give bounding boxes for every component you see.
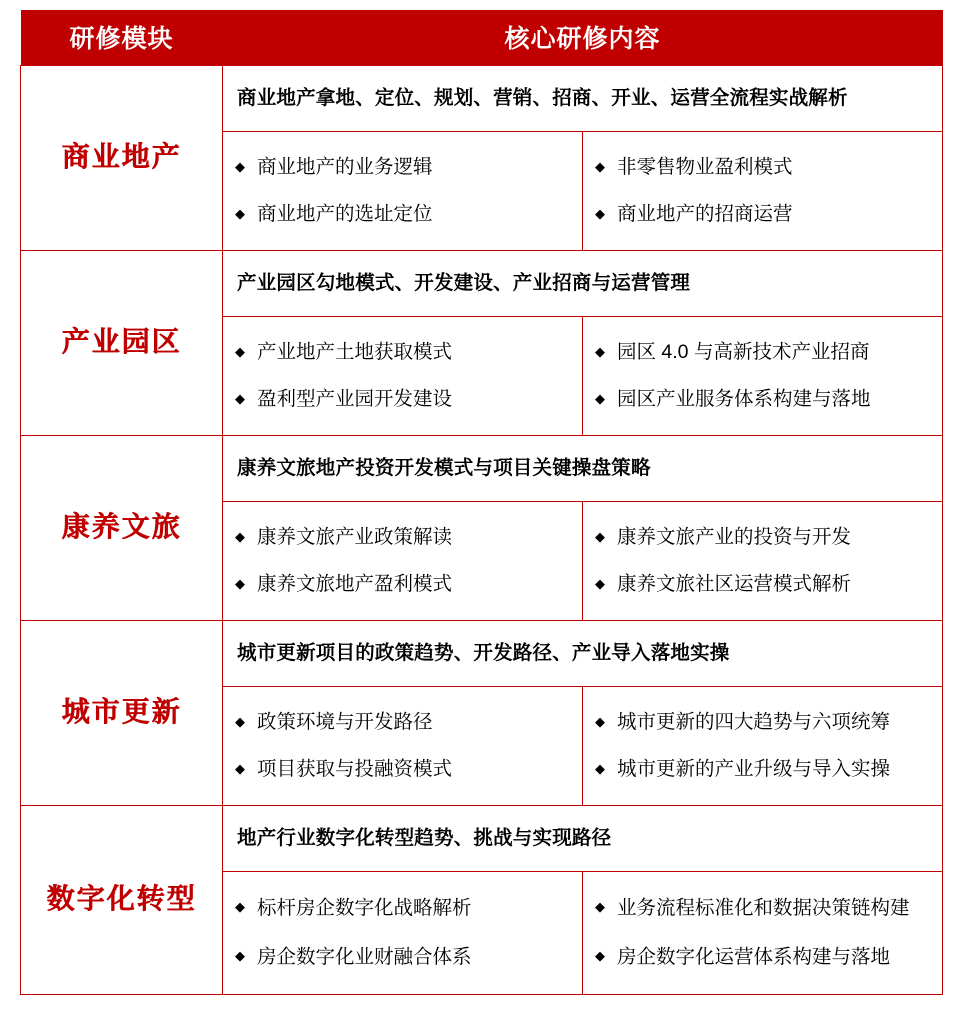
diamond-bullet-icon: ◆: [235, 158, 245, 174]
bullet-list-left: [223, 132, 582, 250]
topic-title-row: [223, 251, 942, 317]
bullet-item: [223, 514, 576, 561]
bullet-label: 项目获取与投融资模式: [257, 757, 453, 780]
bullet-list-left: [223, 317, 582, 435]
bullet-item: [583, 561, 936, 608]
bullet-list-right-cell: [583, 871, 943, 993]
diamond-bullet-icon: ◆: [595, 343, 605, 359]
topic-title: 康养文旅地产投资开发模式与项目关键操盘策略: [223, 436, 942, 502]
table-header: [21, 10, 943, 65]
bullet-item: [583, 699, 936, 746]
table-body: [21, 65, 943, 994]
bullet-list-left: [223, 502, 582, 620]
bullet-list-right-cell: [583, 501, 943, 620]
topic-title: 商业地产拿地、定位、规划、营销、招商、开业、运营全流程实战解析: [223, 66, 942, 132]
module-name-cell: 数字化转型: [21, 805, 223, 994]
bullet-list-left-cell: [223, 131, 583, 250]
table-row: [21, 620, 943, 805]
bullet-list-right-cell: [583, 316, 943, 435]
content-inner-table: [223, 806, 942, 994]
bullets-row: [223, 501, 942, 620]
bullet-item: [223, 746, 576, 793]
diamond-bullet-icon: ◆: [595, 760, 605, 776]
bullet-label: 业务流程标准化和数据决策链构建: [617, 896, 910, 919]
bullet-list-left-cell: [223, 686, 583, 805]
diamond-bullet-icon: ◆: [235, 205, 245, 221]
bullets-row: [223, 316, 942, 435]
bullet-label: 园区 4.0 与高新技术产业招商: [617, 340, 870, 363]
bullet-item: [223, 561, 576, 608]
bullets-row: [223, 686, 942, 805]
content-cell: [223, 65, 943, 250]
bullet-label: 盈利型产业园开发建设: [257, 387, 453, 410]
bullet-list-left: [223, 872, 582, 994]
diamond-bullet-icon: ◆: [235, 898, 245, 914]
diamond-bullet-icon: ◆: [235, 343, 245, 359]
diamond-bullet-icon: ◆: [595, 947, 605, 963]
table-row: [21, 805, 943, 994]
bullet-item: [223, 191, 576, 238]
bullet-item: [583, 933, 936, 982]
topic-title-row: [223, 806, 942, 872]
bullet-label: 标杆房企数字化战略解析: [257, 896, 472, 919]
topic-title: 产业园区勾地模式、开发建设、产业招商与运营管理: [223, 251, 942, 317]
diamond-bullet-icon: ◆: [595, 528, 605, 544]
diamond-bullet-icon: ◆: [235, 390, 245, 406]
bullet-item: [583, 884, 936, 933]
bullet-list-right-cell: [583, 131, 943, 250]
content-cell: [223, 620, 943, 805]
bullet-item: [583, 191, 936, 238]
header-row: [21, 10, 943, 65]
bullet-item: [583, 746, 936, 793]
bullet-label: 商业地产的业务逻辑: [257, 155, 433, 178]
diamond-bullet-icon: ◆: [595, 898, 605, 914]
content-inner-table: [223, 66, 942, 250]
bullet-list-right-cell: [583, 686, 943, 805]
bullet-item: [223, 699, 576, 746]
module-name-cell: 城市更新: [21, 620, 223, 805]
bullet-list-right: [583, 687, 942, 805]
bullet-list-right: [583, 872, 942, 994]
content-inner-table: [223, 436, 942, 620]
bullets-row: [223, 871, 942, 993]
diamond-bullet-icon: ◆: [595, 713, 605, 729]
bullet-label: 康养文旅产业的投资与开发: [617, 525, 852, 548]
topic-title-row: [223, 436, 942, 502]
bullet-label: 康养文旅产业政策解读: [257, 525, 453, 548]
bullet-item: [223, 933, 576, 982]
content-cell: [223, 250, 943, 435]
module-name-cell: 商业地产: [21, 65, 223, 250]
topic-title: 城市更新项目的政策趋势、开发路径、产业导入落地实操: [223, 621, 942, 687]
table-row: [21, 250, 943, 435]
bullet-label: 政策环境与开发路径: [257, 710, 433, 733]
bullet-label: 商业地产的招商运营: [617, 202, 793, 225]
bullet-label: 产业地产土地获取模式: [257, 340, 453, 363]
diamond-bullet-icon: ◆: [235, 947, 245, 963]
bullet-item: [583, 144, 936, 191]
module-name-cell: 康养文旅: [21, 435, 223, 620]
bullet-item: [223, 376, 576, 423]
bullet-label: 房企数字化运营体系构建与落地: [617, 945, 891, 968]
diamond-bullet-icon: ◆: [235, 528, 245, 544]
module-name-cell: 产业园区: [21, 250, 223, 435]
bullet-label: 康养文旅地产盈利模式: [257, 572, 453, 595]
bullet-label: 城市更新的产业升级与导入实操: [617, 757, 891, 780]
content-inner-table: [223, 251, 942, 435]
bullet-item: [583, 514, 936, 561]
bullet-label: 园区产业服务体系构建与落地: [617, 387, 871, 410]
bullet-label: 康养文旅社区运营模式解析: [617, 572, 852, 595]
bullet-label: 城市更新的四大趋势与六项统筹: [617, 710, 891, 733]
table-row: [21, 435, 943, 620]
curriculum-table: [20, 10, 943, 995]
diamond-bullet-icon: ◆: [595, 390, 605, 406]
diamond-bullet-icon: ◆: [235, 713, 245, 729]
bullet-list-left-cell: [223, 871, 583, 993]
bullet-label: 商业地产的选址定位: [257, 202, 433, 225]
topic-title: 地产行业数字化转型趋势、挑战与实现路径: [223, 806, 942, 872]
diamond-bullet-icon: ◆: [595, 205, 605, 221]
header-module: 研修模块: [21, 10, 223, 65]
diamond-bullet-icon: ◆: [595, 575, 605, 591]
diamond-bullet-icon: ◆: [235, 760, 245, 776]
bullet-list-right: [583, 132, 942, 250]
bullet-item: [223, 329, 576, 376]
topic-title-row: [223, 621, 942, 687]
bullet-list-left: [223, 687, 582, 805]
diamond-bullet-icon: ◆: [235, 575, 245, 591]
bullet-list-left-cell: [223, 316, 583, 435]
content-inner-table: [223, 621, 942, 805]
topic-title-row: [223, 66, 942, 132]
content-cell: [223, 805, 943, 994]
bullet-list-right: [583, 317, 942, 435]
bullet-label: 非零售物业盈利模式: [617, 155, 793, 178]
bullet-item: [223, 884, 576, 933]
diamond-bullet-icon: ◆: [595, 158, 605, 174]
bullets-row: [223, 131, 942, 250]
bullet-list-right: [583, 502, 942, 620]
table-row: [21, 65, 943, 250]
bullet-list-left-cell: [223, 501, 583, 620]
bullet-item: [583, 329, 936, 376]
bullet-item: [583, 376, 936, 423]
bullet-item: [223, 144, 576, 191]
content-cell: [223, 435, 943, 620]
bullet-label: 房企数字化业财融合体系: [257, 945, 472, 968]
header-content: 核心研修内容: [223, 10, 943, 65]
